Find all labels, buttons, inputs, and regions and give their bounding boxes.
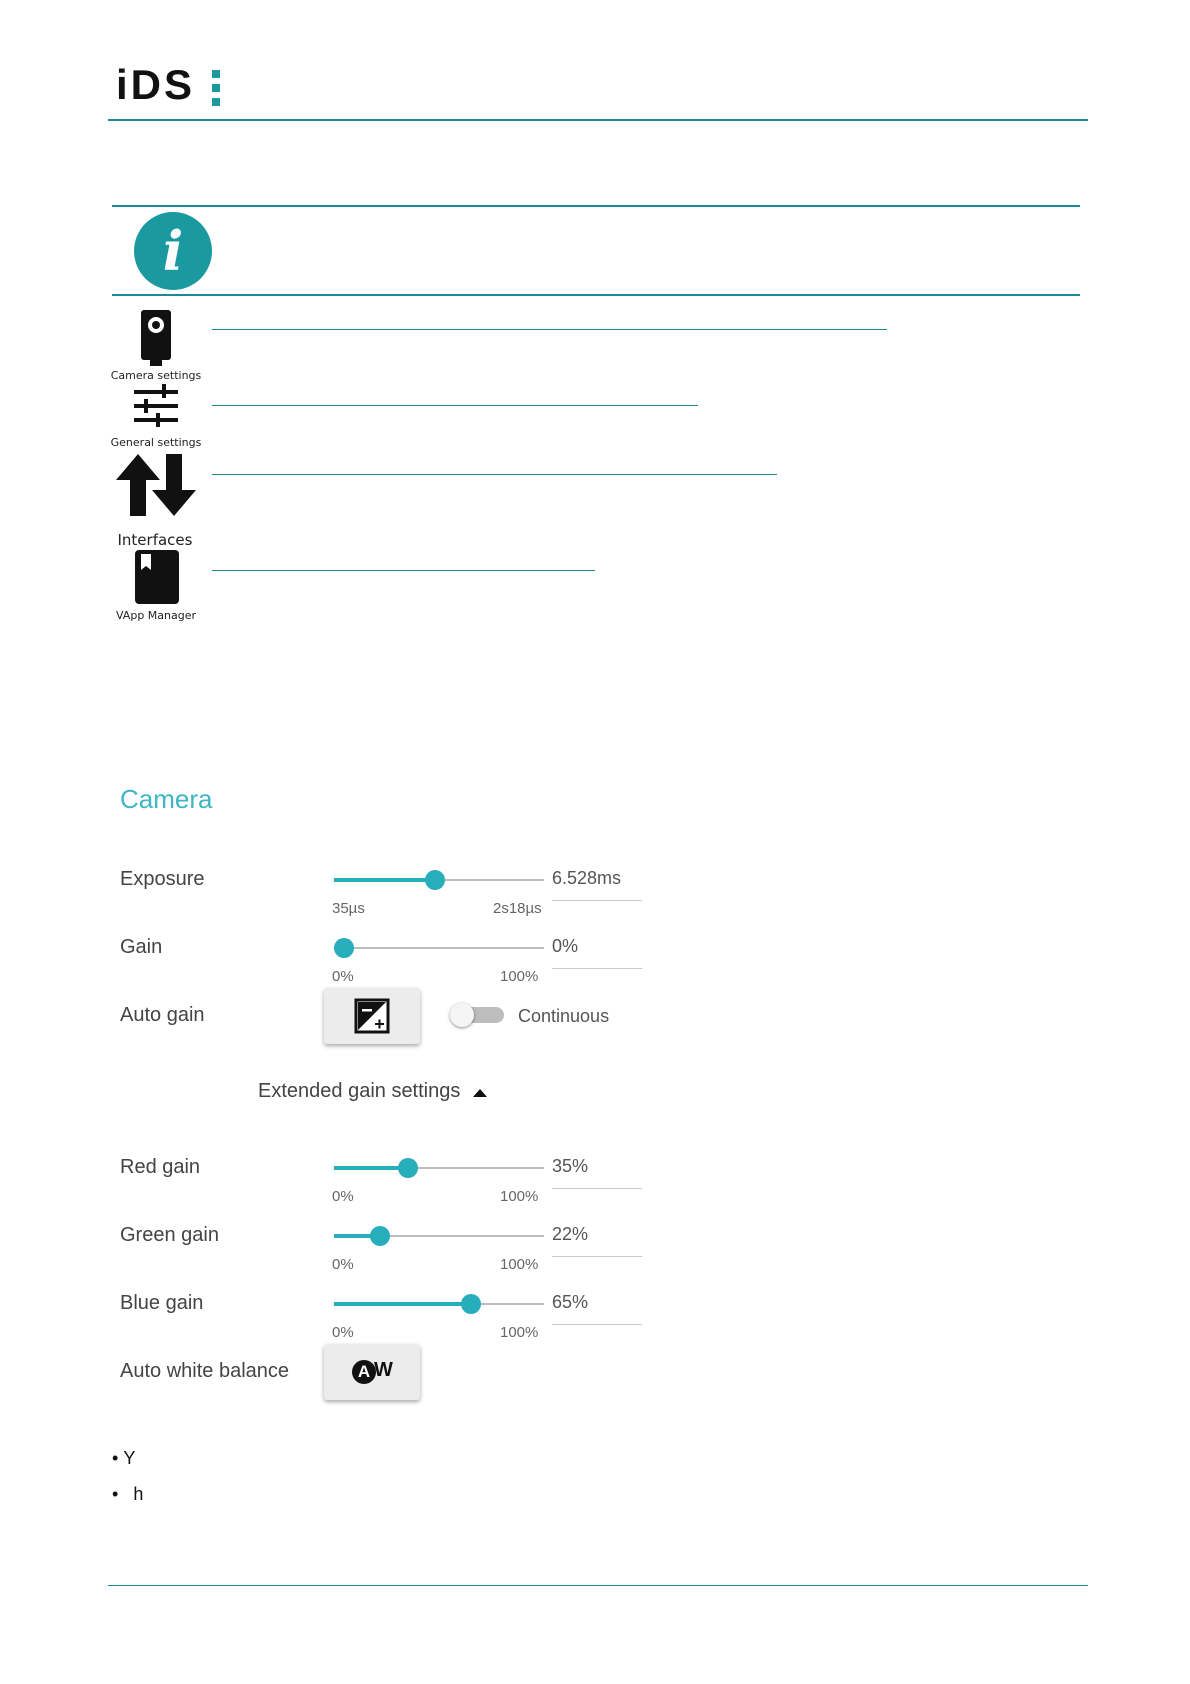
bullet-text: h — [133, 1484, 144, 1504]
info-icon: i — [134, 212, 212, 290]
ids-logo — [116, 61, 196, 108]
blue-gain-slider-thumb[interactable] — [461, 1294, 481, 1314]
continuous-label: Continuous — [518, 1006, 610, 1026]
red-gain-label: Red gain — [120, 1156, 201, 1178]
general-settings-link[interactable] — [212, 405, 698, 406]
vapp-manager-link[interactable] — [212, 570, 595, 571]
continuous-toggle-thumb[interactable] — [450, 1003, 474, 1027]
list-item: • Y — [112, 1448, 136, 1468]
exposure-slider[interactable] — [334, 868, 544, 892]
green-gain-slider-thumb[interactable] — [370, 1226, 390, 1246]
blue-gain-value[interactable]: 65% — [552, 1292, 589, 1312]
interfaces-icon[interactable] — [116, 454, 196, 520]
blue-gain-min: 0% — [332, 1324, 354, 1341]
red-gain-value[interactable]: 35% — [552, 1156, 589, 1176]
camera-settings-label: Camera settings — [110, 369, 202, 382]
auto-gain-button[interactable] — [324, 988, 420, 1044]
header-rule — [108, 119, 1088, 121]
green-gain-max: 100% — [500, 1256, 539, 1273]
vapp-manager-icon[interactable] — [135, 550, 179, 608]
exposure-label: Exposure — [120, 868, 205, 890]
green-gain-slider[interactable] — [334, 1224, 544, 1248]
info-bottom-rule — [112, 294, 1080, 296]
exposure-value[interactable]: 6.528ms — [552, 868, 622, 888]
red-gain-slider[interactable] — [334, 1156, 544, 1180]
auto-a-icon: A — [352, 1360, 376, 1384]
interfaces-link[interactable] — [212, 474, 777, 475]
gain-label: Gain — [120, 936, 163, 958]
continuous-toggle[interactable] — [450, 1004, 506, 1026]
red-gain-min: 0% — [332, 1188, 354, 1205]
green-gain-label: Green gain — [120, 1224, 219, 1246]
caret-up-icon — [473, 1089, 487, 1097]
exposure-min: 35µs — [332, 900, 365, 917]
exposure-max: 2s18µs — [493, 900, 542, 917]
extended-gain-label: Extended gain settings — [258, 1080, 461, 1102]
blue-gain-label: Blue gain — [120, 1292, 204, 1314]
gain-slider-thumb[interactable] — [334, 938, 354, 958]
gain-value[interactable]: 0% — [552, 936, 579, 956]
exposure-compensation-icon — [354, 998, 390, 1034]
vapp-manager-label: VApp Manager — [115, 609, 197, 622]
brand-text: iDS — [116, 61, 196, 108]
gain-max: 100% — [500, 968, 539, 985]
green-gain-min: 0% — [332, 1256, 354, 1273]
logo-dots — [212, 70, 220, 112]
list-item: • h — [112, 1484, 144, 1504]
camera-settings-link[interactable] — [212, 329, 887, 330]
exposure-slider-thumb[interactable] — [425, 870, 445, 890]
awb-button-label: W — [374, 1359, 393, 1381]
camera-title: Camera — [120, 784, 213, 814]
blue-gain-slider[interactable] — [334, 1292, 544, 1316]
red-gain-slider-thumb[interactable] — [398, 1158, 418, 1178]
general-settings-label: General settings — [110, 436, 202, 449]
red-gain-max: 100% — [500, 1188, 539, 1205]
camera-settings-icon[interactable] — [140, 310, 172, 372]
interfaces-label: Interfaces — [117, 531, 193, 549]
footer-rule — [108, 1585, 1088, 1586]
gain-min: 0% — [332, 968, 354, 985]
auto-gain-label: Auto gain — [120, 1004, 205, 1026]
general-settings-icon[interactable] — [132, 384, 180, 434]
blue-gain-max: 100% — [500, 1324, 539, 1341]
extended-gain-toggle[interactable] — [258, 1080, 487, 1103]
gain-slider[interactable] — [334, 936, 544, 960]
auto-white-balance-label: Auto white balance — [120, 1360, 290, 1382]
green-gain-value[interactable]: 22% — [552, 1224, 589, 1244]
bullet-text: Y — [123, 1448, 136, 1468]
auto-white-balance-button[interactable] — [324, 1344, 420, 1400]
info-top-rule — [112, 205, 1080, 207]
